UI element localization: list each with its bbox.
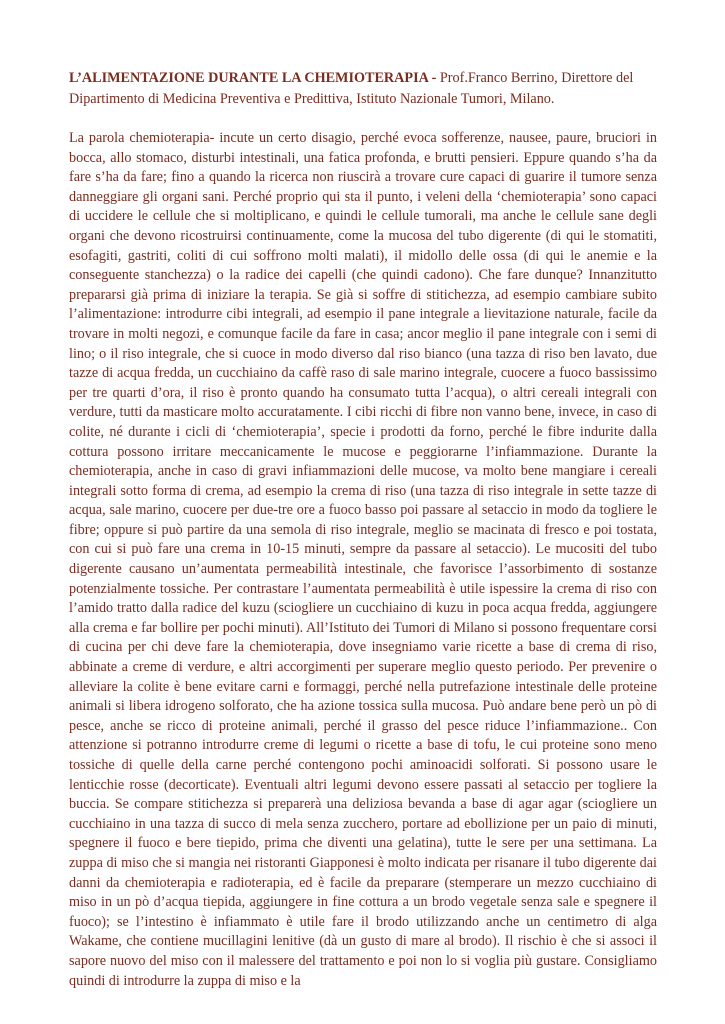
document-header — [69, 68, 657, 109]
document-author: Prof.Franco Berrino, Direttore del Dipartimento di Medicina Preventiva e Predittiva, Istituto Nazionale Tumori, Milano. — [69, 70, 634, 107]
document-title: L’ALIMENTAZIONE DURANTE LA CHEMIOTERAPIA - — [69, 70, 437, 86]
body-paragraph: La parola chemioterapia- incute un certo disagio, perché evoca sofferenze, nausee, paure, bruciori in bocca, allo stomaco, disturbi intestinali, una fatica profonda, e brutti pensieri. Eppure quando s’ha da fare s’ha da fare; fino a quando la ricerca non riuscirà a trovare cure capaci di guarire il tumore senza danneggiare gli organi sani. Perché proprio qui sta il punto, i veleni della ‘chemioterapia’ sono capaci di uccidere le cellule che si moltiplicano, e quindi le cellule tumorali, ma anche le cellule sane degli organi che devono ricostruirsi continuamente, come la mucosa del tubo digerente (di qui le stomatiti, esofagiti, gastriti, coliti di cui soffrono molti malati), il midollo delle ossa (di qui le anemie e la conseguente stanchezza) o la radice dei capelli (che quindi cadono). Che fare dunque? Innanzitutto prepararsi già prima di iniziare la terapia. Se già si soffre di stitichezza, ad esempio cambiare subito l’alimentazione: introdurre cibi integrali, ad esempio il pane integrale a lievitazione naturale, facile da trovare in molti negozi, e comunque facile da fare in casa; ancor meglio il pane integrale con i semi di lino; o il riso integrale, che si cuoce in modo diverso dal riso bianco (una tazza di riso ben lavato, due tazze di acqua fredda, un cucchiaino da caffè raso di sale marino integrale, cuocere a fuoco bassissimo per tre quarti d’ora, il riso è pronto quando ha consumato tutta l’acqua), o altri cereali integrali con verdure, tutti da masticare molto accuratamente. I cibi ricchi di fibre non vanno bene, invece, in caso di colite, né durante i cicli di ‘chemioterapia’, specie i prodotti da forno, perché le fibre indurite dalla cottura possono irritare meccanicamente le mucose e peggiorarne l’infiammazione. Durante la chemioterapia, anche in caso di gravi infiammazioni delle mucose, va molto bene mangiare i cereali integrali sotto forma di crema, ad esempio la crema di riso (una tazza di riso integrale in sette tazze di acqua, sale marino, cuocere per due-tre ore a fuoco basso poi passare al setaccio in modo da togliere le fibre; oppure si può partire da una semola di riso integrale, meglio se macinata di fresco e poi tostata, con cui si può fare una crema in 10-15 minuti, sempre da passare al setaccio). Le mucositi del tubo digerente causano un’aumentata permeabilità intestinale, che favorisce l’assorbimento di sostanze potenzialmente tossiche. Per contrastare l’aumentata permeabilità è utile ispessire la crema di riso con l’amido tratto dalla radice del kuzu (sciogliere un cucchiaino di kuzu in poca acqua fredda, aggiungere alla crema e far bollire per pochi minuti). All’Istituto dei Tumori di Milano si possono frequentare corsi di cucina per chi deve fare la chemioterapia, dove insegniamo varie ricette a base di crema di riso, abbinate a creme di verdure, e altri accorgimenti per superare meglio questo periodo. Per prevenire o alleviare la colite è bene evitare carni e formaggi, perché nella putrefazione intestinale delle proteine animali si libera idrogeno solforato, che ha azione tossica sulla mucosa. Può andare bene però un pò di pesce, anche se ricco di proteine animali, perché il grasso del pesce riduce l’infiammazione.. Con attenzione si potranno introdurre creme di legumi o ricette a base di tofu, le cui proteine sono meno tossiche di quelle della carne perché contengono pochi aminoacidi solforati. Si possono usare le lenticchie rosse (decorticate). Eventuali altri legumi devono essere passati al setaccio per togliere la buccia. Se compare stitichezza si preparerà una deliziosa bevanda a base di agar agar (sciogliere un cucchiaino in una tazza di succo di mela senza zucchero, portare ad ebollizione per un paio di minuti, spegnere il fuoco e bere tiepido, prima che diventi una gelatina), tutte le sere per una settimana. La zuppa di miso che si mangia nei ristoranti Giapponesi è molto indicata per risanare il tubo digerente dai danni da chemioterapia e radioterapia, ed è facile da preparare (stemperare un mezzo cucchiaino di miso in un pò d’acqua tiepida, aggiungere in fine cottura a un brodo vegetale senza sale e spegnere il fuoco); se l’intestino è infiammato è utile fare il brodo utilizzando anche un centimetro di alga Wakame, che contiene mucillagini lenitive (dà un gusto di mare al brodo). Il rischio è che si associ il sapore nuovo del miso con il malessere del trattamento e poi non lo si voglia più gustare. Consigliamo quindi di introdurre la zuppa di miso e la — [69, 130, 657, 989]
document-page — [69, 68, 657, 991]
